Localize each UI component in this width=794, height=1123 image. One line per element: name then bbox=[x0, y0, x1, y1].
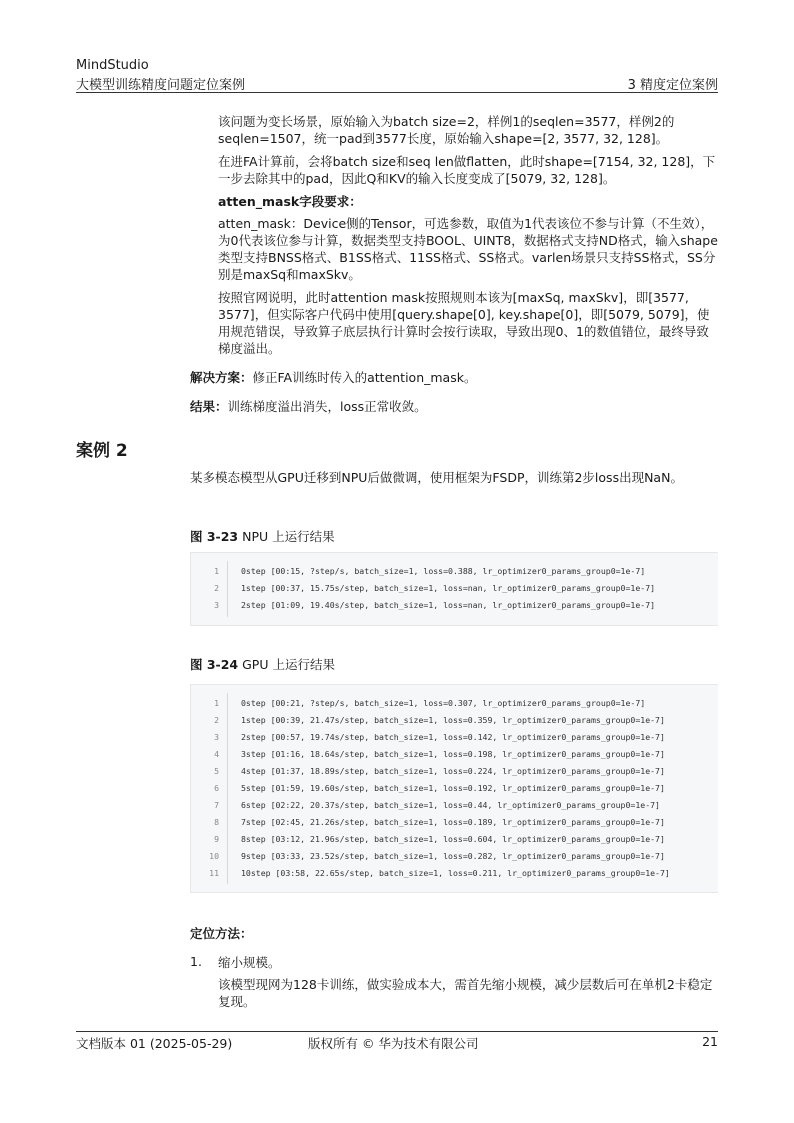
figure-3-24-title: GPU 上运行结果 bbox=[242, 657, 335, 672]
line-number: 4 bbox=[214, 749, 219, 759]
paragraph-flatten: 在进FA计算前，会将batch size和seq len做flatten，此时shape=[7154, 32, 128]，下一步去除其中的pad，因此Q和KV的输入长度变成了[5079, 32, 128]。 bbox=[218, 154, 716, 186]
line-number: 11 bbox=[209, 868, 219, 878]
figure-3-23-title: NPU 上运行结果 bbox=[242, 529, 335, 544]
code-text: 2step [01:09, 19.40s/step, batch_size=1, loss=nan, lr_optimizer0_params_group0=1e-7] bbox=[241, 600, 656, 610]
code-text: 0step [00:15, ?step/s, batch_size=1, loss=0.388, lr_optimizer0_params_group0=1e-7] bbox=[241, 566, 646, 576]
line-number: 7 bbox=[214, 800, 219, 810]
gpu-output-code-block bbox=[190, 684, 718, 893]
line-number: 6 bbox=[214, 783, 219, 793]
result-text: 训练梯度溢出消失，loss正常收敛。 bbox=[227, 399, 427, 414]
locate-method-heading: 定位方法： bbox=[190, 926, 253, 941]
code-line bbox=[191, 580, 718, 597]
line-number: 1 bbox=[214, 566, 219, 576]
list-item-body: 该模型现网为128卡训练，做实验成本大，需首先缩小规模，减少层数后可在单机2卡稳定复现。 bbox=[218, 977, 713, 1009]
case2-intro: 某多模态模型从GPU迁移到NPU后做微调，使用框架为FSDP，训练第2步loss出现NaN。 bbox=[190, 470, 683, 485]
footer-version: 文档版本 01 (2025-05-29) bbox=[76, 1036, 233, 1051]
code-line bbox=[191, 848, 718, 865]
code-text: 1step [00:37, 15.75s/step, batch_size=1, loss=nan, lr_optimizer0_params_group0=1e-7] bbox=[241, 583, 656, 593]
solution-text: 修正FA训练时传入的attention_mask。 bbox=[252, 370, 477, 385]
solution-line bbox=[190, 369, 718, 386]
line-number: 2 bbox=[214, 583, 219, 593]
code-line bbox=[191, 597, 718, 614]
line-number: 5 bbox=[214, 766, 219, 776]
code-line bbox=[191, 746, 718, 763]
code-text: 6step [02:22, 20.37s/step, batch_size=1, loss=0.44, lr_optimizer0_params_group0=1e-7] bbox=[241, 800, 660, 810]
code-line bbox=[191, 797, 718, 814]
code-line bbox=[191, 780, 718, 797]
code-text: 8step [03:12, 21.96s/step, batch_size=1, loss=0.604, lr_optimizer0_params_group0=1e-7] bbox=[241, 834, 665, 844]
figure-3-23-number: 图 3-23 bbox=[190, 529, 239, 544]
header-divider bbox=[76, 92, 718, 93]
code-text: 10step [03:58, 22.65s/step, batch_size=1, loss=0.211, lr_optimizer0_params_group0=1e-7] bbox=[241, 868, 670, 878]
footer-page-number: 21 bbox=[702, 1034, 718, 1049]
code-line bbox=[191, 712, 718, 729]
code-text: 4step [01:37, 18.89s/step, batch_size=1, loss=0.224, lr_optimizer0_params_group0=1e-7] bbox=[241, 766, 665, 776]
code-text: 5step [01:59, 19.60s/step, batch_size=1, loss=0.192, lr_optimizer0_params_group0=1e-7] bbox=[241, 783, 665, 793]
paragraph-atten-mask-spec: atten_mask：Device侧的Tensor，可选参数，取值为1代表该位不参与计算（不生效），为0代表该位参与计算，数据类型支持BOOL、UINT8，数据格式支持ND格式，输入shape类型支持BNSS格式、B1SS格式、11SS格式、SS格式。varlen场景只支持SS格式，SS分别是maxSq和maxSkv。 bbox=[218, 216, 718, 282]
header-doc-title: 大模型训练精度问题定位案例 bbox=[76, 78, 246, 93]
line-number: 3 bbox=[214, 600, 219, 610]
list-item-number: 1. bbox=[190, 954, 202, 969]
atten-mask-heading: atten_mask字段要求： bbox=[218, 194, 362, 209]
code-line bbox=[191, 763, 718, 780]
paragraph-root-cause: 按照官网说明，此时attention mask按照规则本该为[maxSq, maxSkv]，即[3577, 3577]，但实际客户代码中使用[query.shape[0], key.shape[0]，即[5079, 5079]，使用规范错误，导致算子底层执行计算时会按行读取，导致出现0、1的数值错位，最终导致梯度溢出。 bbox=[218, 290, 710, 356]
solution-label: 解决方案： bbox=[190, 370, 253, 385]
code-line bbox=[191, 729, 718, 746]
header-product: MindStudio bbox=[76, 58, 149, 73]
code-text: 9step [03:33, 23.52s/step, batch_size=1, loss=0.282, lr_optimizer0_params_group0=1e-7] bbox=[241, 851, 665, 861]
line-number: 9 bbox=[214, 834, 219, 844]
paragraph-variable-length: 该问题为变长场景，原始输入为batch size=2，样例1的seqlen=3577，样例2的seqlen=1507，统一pad到3577长度，原始输入shape=[2, 3577, 32, 128]。 bbox=[218, 114, 675, 146]
code-text: 1step [00:39, 21.47s/step, batch_size=1, loss=0.359, lr_optimizer0_params_group0=1e-7] bbox=[241, 715, 665, 725]
code-line bbox=[191, 814, 718, 831]
line-number: 3 bbox=[214, 732, 219, 742]
footer-divider bbox=[76, 1031, 718, 1032]
header-chapter: 3 精度定位案例 bbox=[627, 78, 718, 93]
code-line bbox=[191, 831, 718, 848]
running-header bbox=[76, 74, 718, 93]
result-line bbox=[190, 398, 718, 415]
code-text: 0step [00:21, ?step/s, batch_size=1, loss=0.307, lr_optimizer0_params_group0=1e-7] bbox=[241, 698, 646, 708]
line-number: 1 bbox=[214, 698, 219, 708]
result-label: 结果： bbox=[190, 399, 228, 414]
code-line bbox=[191, 695, 718, 712]
code-text: 2step [00:57, 19.74s/step, batch_size=1, loss=0.142, lr_optimizer0_params_group0=1e-7] bbox=[241, 732, 665, 742]
npu-output-code-block bbox=[190, 552, 718, 626]
code-text: 7step [02:45, 21.26s/step, batch_size=1, loss=0.189, lr_optimizer0_params_group0=1e-7] bbox=[241, 817, 665, 827]
figure-3-24-caption bbox=[190, 655, 335, 673]
code-text: 3step [01:16, 18.64s/step, batch_size=1, loss=0.198, lr_optimizer0_params_group0=1e-7] bbox=[241, 749, 665, 759]
list-item-title: 缩小规模。 bbox=[218, 955, 281, 970]
code-line bbox=[191, 563, 718, 580]
line-number: 2 bbox=[214, 715, 219, 725]
case2-title: 案例 2 bbox=[76, 441, 128, 461]
code-line bbox=[191, 865, 718, 882]
line-number: 10 bbox=[209, 851, 219, 861]
figure-3-24-number: 图 3-24 bbox=[190, 657, 239, 672]
footer-copyright: 版权所有 © 华为技术有限公司 bbox=[308, 1036, 479, 1051]
figure-3-23-caption bbox=[190, 527, 335, 545]
line-number: 8 bbox=[214, 817, 219, 827]
